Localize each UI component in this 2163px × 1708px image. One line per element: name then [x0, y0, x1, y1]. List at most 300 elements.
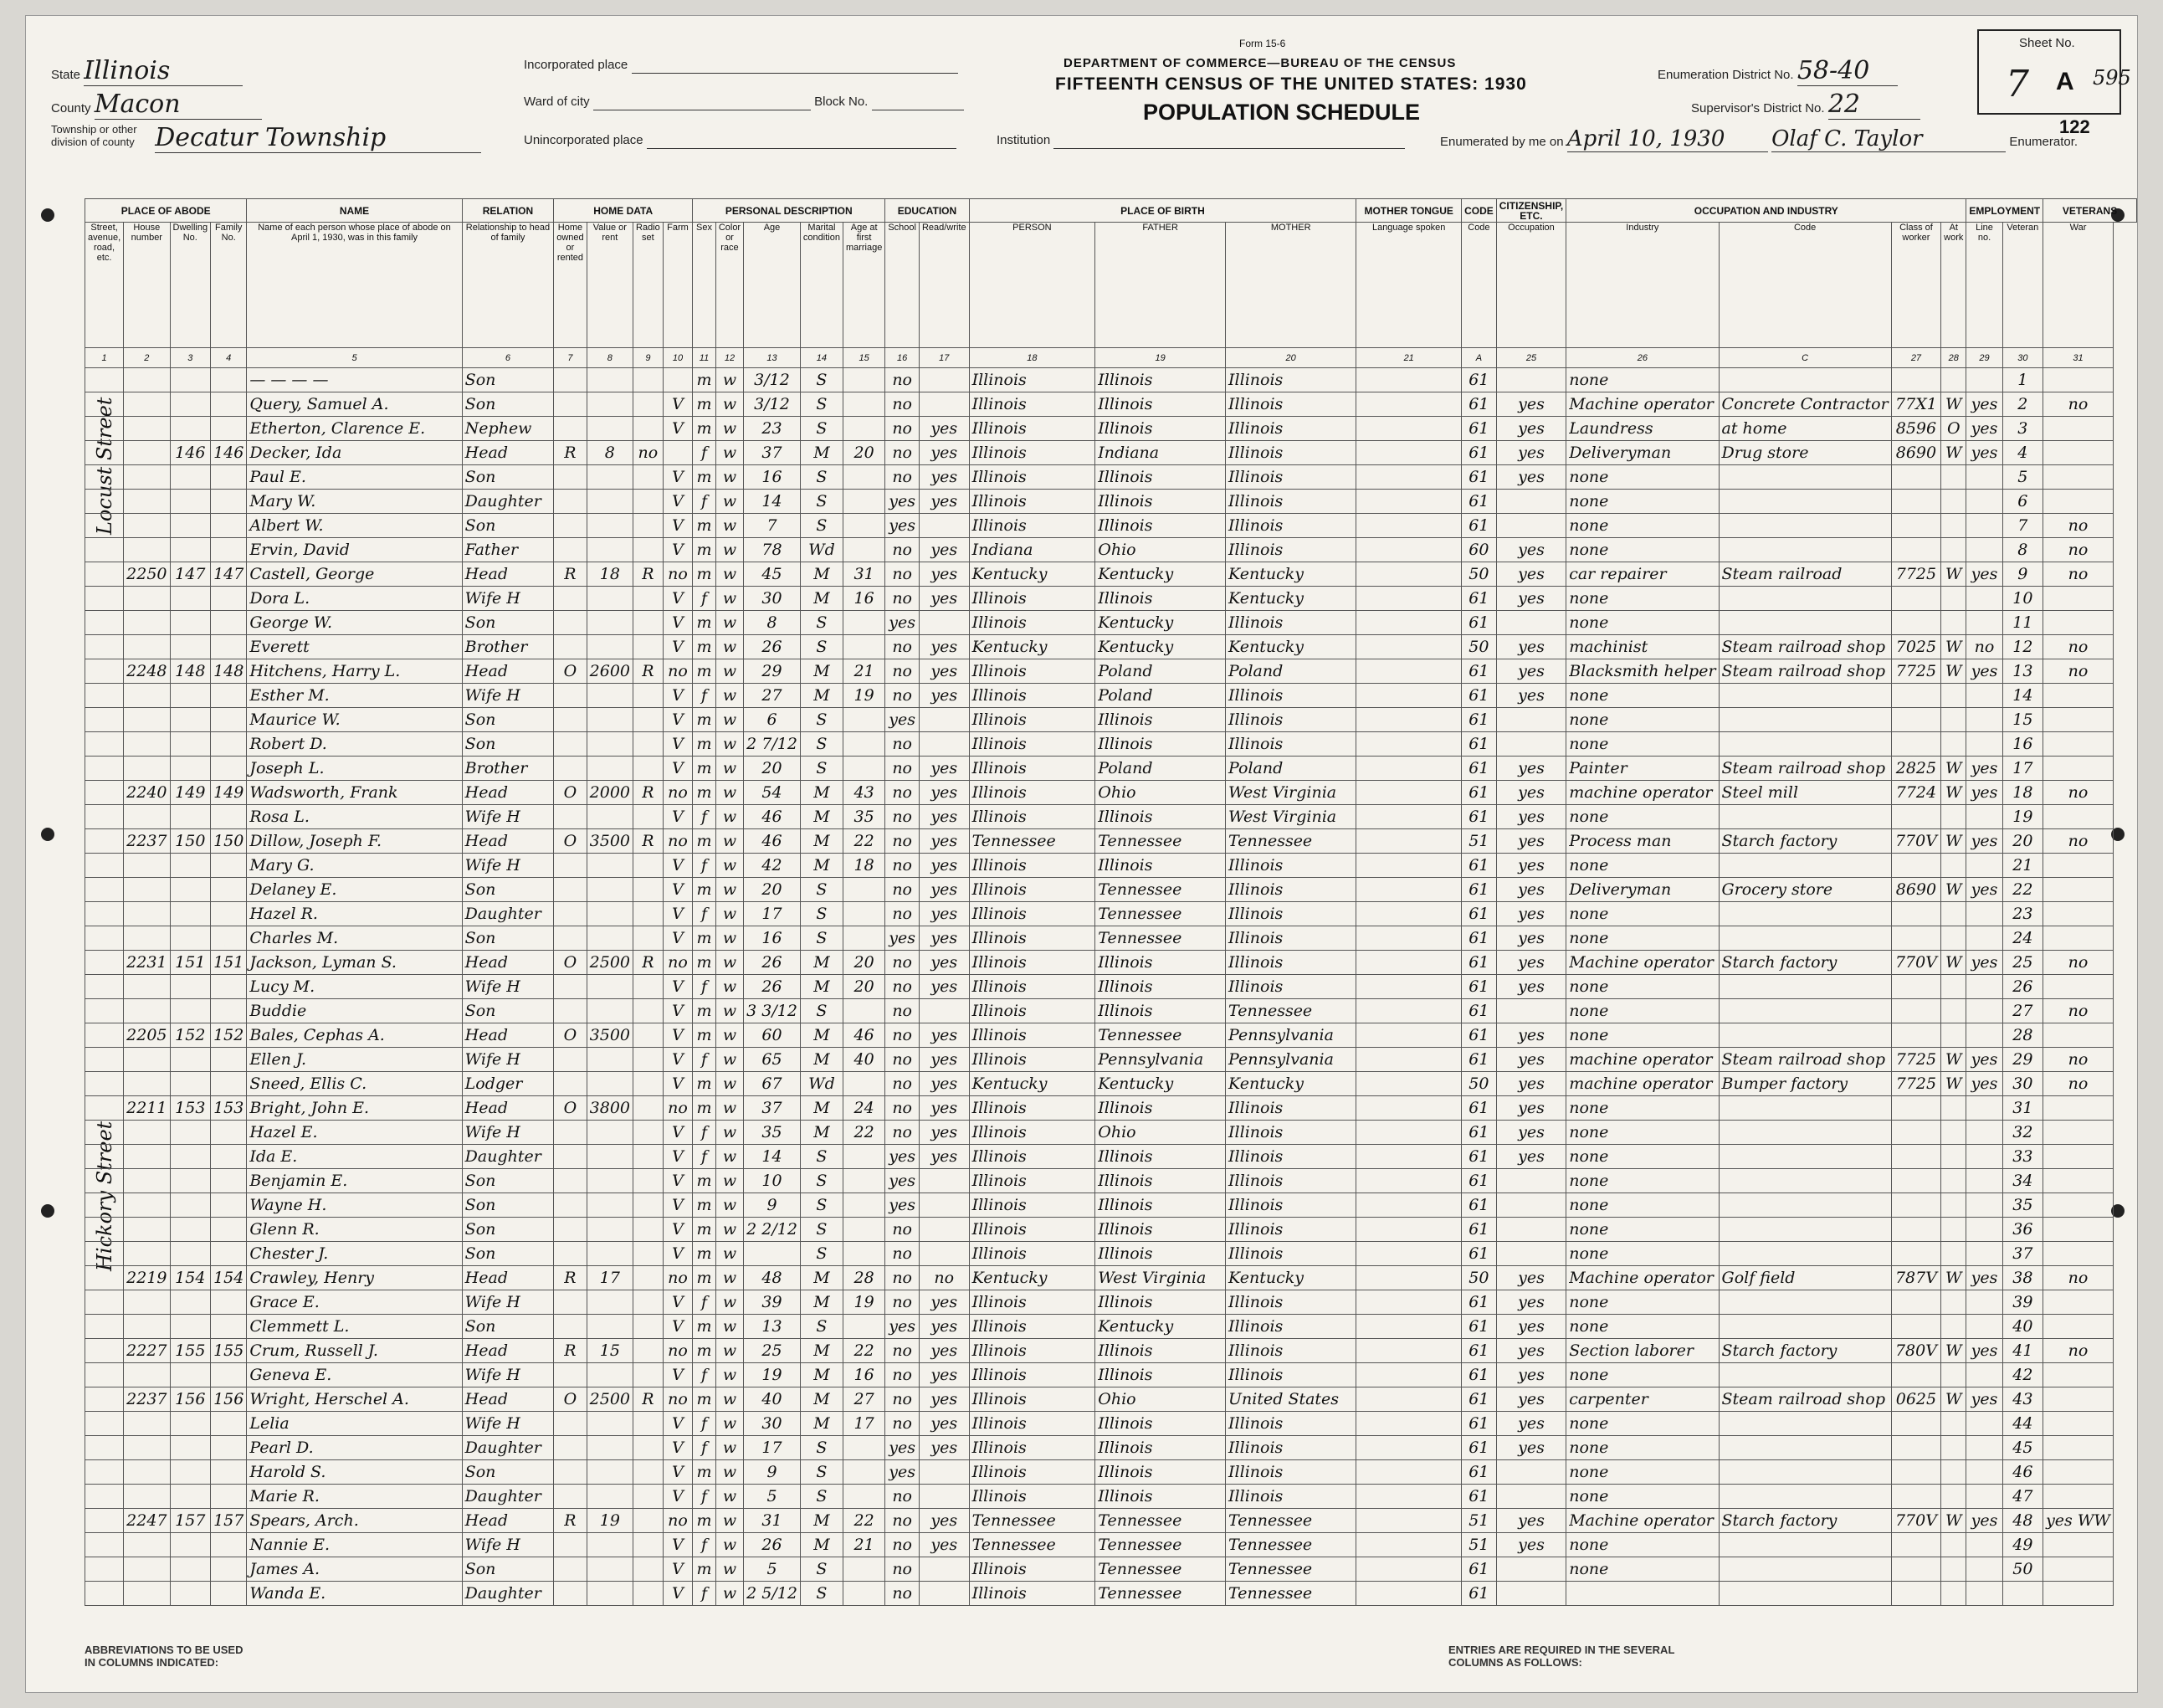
cell-n: 7	[2002, 514, 2043, 538]
cell-code: 61	[1462, 1218, 1497, 1242]
cell-ind: Steam railroad shop	[1719, 1387, 1891, 1412]
cell-rw: yes	[919, 417, 969, 441]
census-row	[85, 1582, 2137, 1606]
cell-amar	[843, 1145, 884, 1169]
cell-rw	[919, 1169, 969, 1193]
cell-rel: Son	[462, 708, 554, 732]
cell-fpob: Kentucky	[1095, 562, 1226, 587]
cell-rw: yes	[919, 975, 969, 999]
column-header: Dwelling No.	[170, 223, 211, 348]
cell-farm: no	[663, 1509, 692, 1533]
cell-fpob: Tennessee	[1095, 1509, 1226, 1533]
cell-emp: no	[1966, 635, 2002, 659]
cell-house	[124, 1582, 170, 1606]
cell-race: w	[715, 1193, 743, 1218]
cell-emp	[1966, 1290, 2002, 1315]
census-title: FIFTEENTH CENSUS OF THE UNITED STATES: 1930	[1055, 74, 1527, 94]
cell-age: 3/12	[744, 392, 801, 417]
cell-age: 39	[744, 1290, 801, 1315]
cell-sex: m	[693, 878, 716, 902]
cell-age: 7	[744, 514, 801, 538]
census-row	[85, 854, 2137, 878]
cell-race: w	[715, 829, 743, 854]
cell-st	[85, 465, 124, 490]
cell-farm: V	[663, 465, 692, 490]
cell-rw	[919, 999, 969, 1023]
cell-own	[554, 1533, 587, 1557]
column-number: 27	[1891, 348, 1940, 368]
cell-dw: 147	[170, 562, 211, 587]
cell-val	[587, 1193, 633, 1218]
cell-fam	[211, 1218, 247, 1242]
cell-ocode: 787V	[1891, 1266, 1940, 1290]
cell-val: 2600	[587, 659, 633, 684]
cell-fam: 153	[211, 1096, 247, 1121]
cell-amar: 43	[843, 781, 884, 805]
cell-work: yes	[1496, 926, 1566, 951]
cell-mpob: Illinois	[1226, 1242, 1356, 1266]
cell-mpob: Tennessee	[1226, 999, 1356, 1023]
cell-cls	[1941, 1460, 1966, 1485]
cell-st	[85, 1436, 124, 1460]
cell-occ: none	[1566, 587, 1719, 611]
cell-amar	[843, 1460, 884, 1485]
cell-code: 61	[1462, 708, 1497, 732]
cell-rel: Wife H	[462, 805, 554, 829]
cell-code: 61	[1462, 1242, 1497, 1266]
cell-radio	[633, 732, 664, 757]
cell-mar: M	[800, 1363, 843, 1387]
cell-amar	[843, 1242, 884, 1266]
cell-ind	[1719, 1315, 1891, 1339]
cell-vet	[2043, 1557, 2114, 1582]
cell-name: Glenn R.	[247, 1218, 462, 1242]
cell-mar: S	[800, 1315, 843, 1339]
cell-radio	[633, 1509, 664, 1533]
cell-farm: V	[663, 1485, 692, 1509]
cell-own	[554, 975, 587, 999]
cell-age: 67	[744, 1072, 801, 1096]
cell-emp	[1966, 1557, 2002, 1582]
cell-house	[124, 1072, 170, 1096]
cell-rel: Son	[462, 1218, 554, 1242]
cell-code: 61	[1462, 1193, 1497, 1218]
cell-work	[1496, 1582, 1566, 1606]
cell-house: 2240	[124, 781, 170, 805]
cell-occ: Machine operator	[1566, 951, 1719, 975]
cell-name: Geneva E.	[247, 1363, 462, 1387]
cell-cls: W	[1941, 635, 1966, 659]
cell-cls	[1941, 1363, 1966, 1387]
cell-fpob: West Virginia	[1095, 1266, 1226, 1290]
cell-n: 32	[2002, 1121, 2043, 1145]
cell-amar: 16	[843, 1363, 884, 1387]
cell-emp	[1966, 514, 2002, 538]
cell-name: Delaney E.	[247, 878, 462, 902]
cell-mpob: Illinois	[1226, 1363, 1356, 1387]
cell-mar: M	[800, 1290, 843, 1315]
cell-house: 2211	[124, 1096, 170, 1121]
cell-name: Mary G.	[247, 854, 462, 878]
census-row	[85, 368, 2137, 392]
cell-n: 47	[2002, 1485, 2043, 1509]
cell-occ: Machine operator	[1566, 1266, 1719, 1290]
cell-val	[587, 1218, 633, 1242]
cell-pob: Illinois	[969, 1436, 1095, 1460]
cell-n: 19	[2002, 805, 2043, 829]
cell-radio	[633, 1023, 664, 1048]
column-header: Marital condition	[800, 223, 843, 348]
cell-val	[587, 1412, 633, 1436]
cell-code: 61	[1462, 1145, 1497, 1169]
cell-mar: S	[800, 1145, 843, 1169]
cell-vet: no	[2043, 1072, 2114, 1096]
cell-emp	[1966, 1533, 2002, 1557]
cell-age: 16	[744, 926, 801, 951]
cell-st	[85, 878, 124, 902]
cell-sex: m	[693, 417, 716, 441]
cell-dw	[170, 1436, 211, 1460]
cell-rel: Head	[462, 781, 554, 805]
cell-n: 18	[2002, 781, 2043, 805]
cell-sch: no	[885, 587, 920, 611]
cell-emp: yes	[1966, 1266, 2002, 1290]
cell-own	[554, 1193, 587, 1218]
cell-radio	[633, 1096, 664, 1121]
column-header: War	[2043, 223, 2114, 348]
cell-race: w	[715, 1218, 743, 1242]
cell-mar: M	[800, 1048, 843, 1072]
cell-fam	[211, 878, 247, 902]
cell-ocode: 8690	[1891, 441, 1940, 465]
cell-work	[1496, 999, 1566, 1023]
cell-code: 51	[1462, 1533, 1497, 1557]
cell-radio	[633, 1582, 664, 1606]
cell-n: 36	[2002, 1218, 2043, 1242]
census-row	[85, 538, 2137, 562]
cell-house	[124, 1436, 170, 1460]
cell-rel: Daughter	[462, 1582, 554, 1606]
cell-val	[587, 514, 633, 538]
cell-lang	[1356, 805, 1462, 829]
cell-house	[124, 392, 170, 417]
cell-fpob: Illinois	[1095, 854, 1226, 878]
cell-rw	[919, 514, 969, 538]
cell-name: Nannie E.	[247, 1533, 462, 1557]
cell-name: Grace E.	[247, 1290, 462, 1315]
cell-own	[554, 587, 587, 611]
cell-race: w	[715, 562, 743, 587]
cell-race: w	[715, 1315, 743, 1339]
census-row	[85, 441, 2137, 465]
cell-fam	[211, 1145, 247, 1169]
cell-occ: none	[1566, 514, 1719, 538]
cell-pob: Illinois	[969, 1290, 1095, 1315]
cell-ocode	[1891, 732, 1940, 757]
cell-own	[554, 1242, 587, 1266]
cell-rel: Son	[462, 611, 554, 635]
cell-race: w	[715, 1048, 743, 1072]
column-header: Read/write	[919, 223, 969, 348]
cell-dw	[170, 1485, 211, 1509]
cell-rel: Daughter	[462, 1485, 554, 1509]
cell-code: 61	[1462, 392, 1497, 417]
cell-n: 15	[2002, 708, 2043, 732]
cell-own	[554, 538, 587, 562]
cell-ocode	[1891, 1460, 1940, 1485]
cell-emp	[1966, 1023, 2002, 1048]
cell-pob: Illinois	[969, 659, 1095, 684]
cell-fam	[211, 1582, 247, 1606]
cell-vet	[2043, 1193, 2114, 1218]
cell-n: 40	[2002, 1315, 2043, 1339]
cell-ocode: 780V	[1891, 1339, 1940, 1363]
township-value: Decatur Township	[155, 123, 481, 153]
cell-radio	[633, 854, 664, 878]
cell-rel: Nephew	[462, 417, 554, 441]
cell-vet	[2043, 854, 2114, 878]
cell-race: w	[715, 781, 743, 805]
cell-rel: Head	[462, 1023, 554, 1048]
cell-fam: 155	[211, 1339, 247, 1363]
cell-dw	[170, 805, 211, 829]
cell-own	[554, 1582, 587, 1606]
cell-fpob: Illinois	[1095, 1363, 1226, 1387]
cell-age: 37	[744, 441, 801, 465]
cell-own	[554, 392, 587, 417]
cell-mpob: Illinois	[1226, 1436, 1356, 1460]
cell-rw: yes	[919, 1363, 969, 1387]
cell-sch: no	[885, 1290, 920, 1315]
cell-age: 31	[744, 1509, 801, 1533]
cell-n: 13	[2002, 659, 2043, 684]
census-row	[85, 392, 2137, 417]
cell-mpob: Kentucky	[1226, 562, 1356, 587]
cell-ind	[1719, 708, 1891, 732]
cell-cls: W	[1941, 757, 1966, 781]
cell-sch: no	[885, 1582, 920, 1606]
cell-rel: Head	[462, 659, 554, 684]
cell-ocode: 7725	[1891, 1072, 1940, 1096]
cell-occ: none	[1566, 1436, 1719, 1460]
cell-n: 30	[2002, 1072, 2043, 1096]
cell-pob: Indiana	[969, 538, 1095, 562]
cell-st	[85, 1023, 124, 1048]
census-row	[85, 465, 2137, 490]
cell-lang	[1356, 392, 1462, 417]
cell-mar: Wd	[800, 1072, 843, 1096]
cell-sch: no	[885, 1557, 920, 1582]
cell-occ: none	[1566, 1557, 1719, 1582]
column-number: 8	[587, 348, 633, 368]
cell-work	[1496, 1242, 1566, 1266]
cell-occ: none	[1566, 732, 1719, 757]
cell-dw	[170, 1290, 211, 1315]
cell-mpob: Illinois	[1226, 975, 1356, 999]
cell-radio: R	[633, 829, 664, 854]
cell-own	[554, 417, 587, 441]
cell-name: Wadsworth, Frank	[247, 781, 462, 805]
cell-own: O	[554, 1023, 587, 1048]
cell-pob: Kentucky	[969, 1266, 1095, 1290]
sheet-side: A	[2056, 68, 2074, 95]
cell-mpob: Illinois	[1226, 1121, 1356, 1145]
cell-emp: yes	[1966, 878, 2002, 902]
cell-dw	[170, 635, 211, 659]
cell-vet	[2043, 417, 2114, 441]
cell-dw	[170, 757, 211, 781]
census-row	[85, 1242, 2137, 1266]
cell-ocode: 7725	[1891, 1048, 1940, 1072]
cell-age: 10	[744, 1169, 801, 1193]
cell-rw: yes	[919, 1387, 969, 1412]
cell-age: 54	[744, 781, 801, 805]
cell-val	[587, 757, 633, 781]
cell-code: 61	[1462, 1048, 1497, 1072]
cell-cls	[1941, 1145, 1966, 1169]
cell-farm: V	[663, 1072, 692, 1096]
cell-pob: Illinois	[969, 465, 1095, 490]
cell-age: 26	[744, 1533, 801, 1557]
cell-vet: no	[2043, 951, 2114, 975]
cell-st	[85, 562, 124, 587]
column-number: 25	[1496, 348, 1566, 368]
cell-ocode	[1891, 805, 1940, 829]
cell-val: 8	[587, 441, 633, 465]
cell-occ: Laundress	[1566, 417, 1719, 441]
cell-val	[587, 1072, 633, 1096]
group-employment: EMPLOYMENT	[1966, 199, 2043, 223]
cell-mar: S	[800, 1242, 843, 1266]
cell-ind	[1719, 999, 1891, 1023]
cell-lang	[1356, 1315, 1462, 1339]
cell-name: Hazel R.	[247, 902, 462, 926]
column-number: 17	[919, 348, 969, 368]
cell-vet: no	[2043, 392, 2114, 417]
cell-fpob: Illinois	[1095, 1436, 1226, 1460]
cell-house	[124, 1485, 170, 1509]
cell-farm	[663, 368, 692, 392]
cell-radio	[633, 975, 664, 999]
supervisor-district-value: 22	[1828, 90, 1920, 120]
cell-fpob: Illinois	[1095, 1339, 1226, 1363]
cell-house: 2231	[124, 951, 170, 975]
cell-occ: none	[1566, 805, 1719, 829]
cell-work	[1496, 611, 1566, 635]
cell-ocode	[1891, 684, 1940, 708]
cell-mar: M	[800, 1339, 843, 1363]
cell-own	[554, 1557, 587, 1582]
cell-occ: none	[1566, 611, 1719, 635]
group-veterans: VETERANS	[2043, 199, 2137, 223]
cell-race: w	[715, 1096, 743, 1121]
cell-rw: yes	[919, 1145, 969, 1169]
cell-amar: 21	[843, 1533, 884, 1557]
cell-pob: Tennessee	[969, 829, 1095, 854]
cell-radio	[633, 1290, 664, 1315]
cell-farm: V	[663, 1193, 692, 1218]
cell-lang	[1356, 951, 1462, 975]
cell-val	[587, 1145, 633, 1169]
cell-age: 45	[744, 562, 801, 587]
cell-occ	[1566, 1582, 1719, 1606]
cell-occ: none	[1566, 1169, 1719, 1193]
census-row	[85, 951, 2137, 975]
cell-own: O	[554, 659, 587, 684]
cell-age: 20	[744, 878, 801, 902]
cell-fam	[211, 1557, 247, 1582]
cell-race: w	[715, 854, 743, 878]
cell-mpob: Illinois	[1226, 926, 1356, 951]
cell-mar: S	[800, 1485, 843, 1509]
cell-dw: 148	[170, 659, 211, 684]
cell-rel: Head	[462, 1266, 554, 1290]
incorporated-field: Incorporated place	[524, 56, 958, 74]
census-row	[85, 417, 2137, 441]
cell-st	[85, 951, 124, 975]
cell-vet	[2043, 1290, 2114, 1315]
cell-occ: none	[1566, 1412, 1719, 1436]
cell-val	[587, 1315, 633, 1339]
cell-dw: 156	[170, 1387, 211, 1412]
cell-mar: S	[800, 465, 843, 490]
cell-pob: Illinois	[969, 490, 1095, 514]
cell-house	[124, 368, 170, 392]
cell-farm: no	[663, 1266, 692, 1290]
cell-vet: no	[2043, 1048, 2114, 1072]
cell-emp	[1966, 1145, 2002, 1169]
cell-rel: Son	[462, 732, 554, 757]
cell-sch: no	[885, 781, 920, 805]
enumeration-district-field: Enumeration District No. 58-40	[1658, 56, 1898, 86]
cell-age: 48	[744, 1266, 801, 1290]
cell-sch: no	[885, 538, 920, 562]
column-header: Line no.	[1966, 223, 2002, 348]
cell-rel: Head	[462, 441, 554, 465]
cell-n: 3	[2002, 417, 2043, 441]
column-header: Veteran	[2002, 223, 2043, 348]
cell-rel: Wife H	[462, 1412, 554, 1436]
cell-ocode	[1891, 1582, 1940, 1606]
cell-fam	[211, 392, 247, 417]
cell-own	[554, 1485, 587, 1509]
cell-farm: no	[663, 659, 692, 684]
cell-cls: W	[1941, 878, 1966, 902]
cell-cls: W	[1941, 1339, 1966, 1363]
cell-own	[554, 1290, 587, 1315]
cell-house: 2237	[124, 1387, 170, 1412]
cell-age: 2 2/12	[744, 1218, 801, 1242]
cell-radio	[633, 587, 664, 611]
cell-sex: m	[693, 1266, 716, 1290]
cell-ind	[1719, 975, 1891, 999]
cell-cls	[1941, 1485, 1966, 1509]
cell-code: 51	[1462, 829, 1497, 854]
cell-emp	[1966, 611, 2002, 635]
column-number: 3	[170, 348, 211, 368]
enumerator-name: Olaf C. Taylor	[1771, 126, 2006, 152]
cell-sex: m	[693, 368, 716, 392]
cell-sch: yes	[885, 708, 920, 732]
cell-rw	[919, 611, 969, 635]
cell-dw	[170, 392, 211, 417]
census-row	[85, 1460, 2137, 1485]
cell-val	[587, 902, 633, 926]
cell-name: Crum, Russell J.	[247, 1339, 462, 1363]
cell-n: 45	[2002, 1436, 2043, 1460]
cell-name: — — — —	[247, 368, 462, 392]
cell-vet: no	[2043, 635, 2114, 659]
